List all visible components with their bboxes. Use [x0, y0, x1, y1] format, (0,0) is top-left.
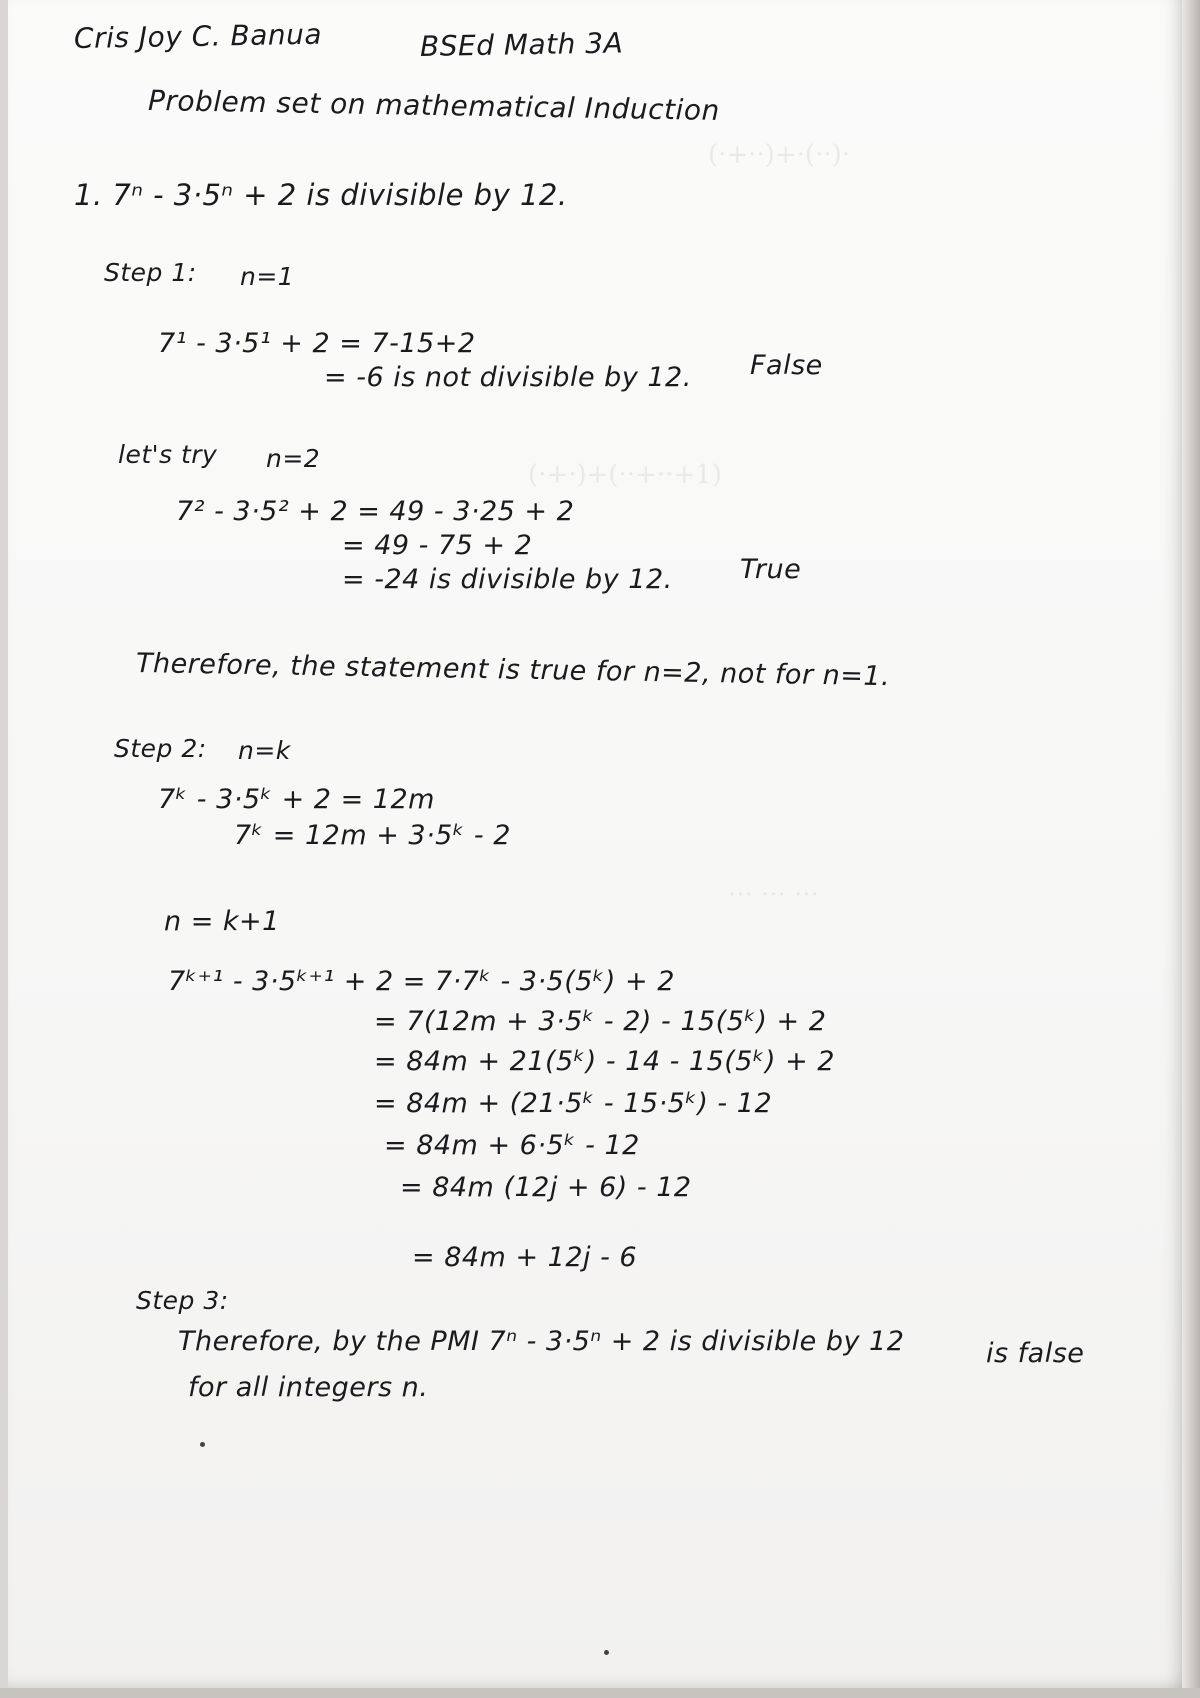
- page-title: Problem set on mathematical Induction: [147, 84, 721, 127]
- ink-dot: [604, 1650, 609, 1655]
- step1-condition: n=1: [240, 262, 295, 291]
- notebook-page: [8, 0, 1184, 1690]
- derivation-line: 7ᵏ⁺¹ - 3·5ᵏ⁺¹ + 2 = 7·7ᵏ - 3·5(5ᵏ) + 2: [168, 966, 675, 997]
- page-bottom-edge: [0, 1688, 1200, 1698]
- step1-line: = -24 is divisible by 12.: [342, 564, 673, 595]
- derivation-line: = 84m (12j + 6) - 12: [400, 1172, 692, 1203]
- step1-label: Step 1:: [104, 258, 197, 287]
- derivation-line: = 84m + 21(5ᵏ) - 14 - 15(5ᵏ) + 2: [374, 1046, 835, 1077]
- step1-conclusion: Therefore, the statement is true for n=2, not for n=1.: [135, 648, 891, 693]
- problem-statement: 1. 7ⁿ - 3·5ⁿ + 2 is divisible by 12.: [74, 178, 568, 212]
- inductive-hypothesis: 7ᵏ - 3·5ᵏ + 2 = 12m: [158, 784, 435, 815]
- step1-line: = 49 - 75 + 2: [342, 530, 533, 561]
- step1-line: = -6 is not divisible by 12.: [324, 362, 692, 393]
- step3-conclusion-tail: is false: [986, 1338, 1085, 1369]
- step1-line: 7² - 3·5² + 2 = 49 - 3·25 + 2: [176, 496, 575, 527]
- verdict-false: False: [750, 350, 823, 381]
- derivation-line: = 84m + (21·5ᵏ - 15·5ᵏ) - 12: [374, 1088, 773, 1119]
- page-edge-shadow: [1182, 0, 1200, 1698]
- step1-line: 7¹ - 3·5¹ + 2 = 7-15+2: [158, 328, 476, 359]
- ink-dot: [200, 1442, 205, 1447]
- next-condition: n = k+1: [164, 906, 280, 937]
- derivation-line: = 84m + 6·5ᵏ - 12: [384, 1130, 640, 1161]
- step2-label: Step 2:: [114, 734, 207, 763]
- try-condition: n=2: [266, 444, 321, 473]
- step3-conclusion: for all integers n.: [188, 1372, 429, 1403]
- bleed-through-text: (·+··)+·(··)·: [708, 140, 850, 170]
- inductive-hypothesis: 7ᵏ = 12m + 3·5ᵏ - 2: [234, 820, 511, 851]
- try-label: let's try: [118, 440, 218, 469]
- bleed-through-text: ··· ··· ···: [728, 880, 819, 910]
- step3-conclusion: Therefore, by the PMI 7ⁿ - 3·5ⁿ + 2 is divisible by 12: [178, 1326, 905, 1357]
- step2-condition: n=k: [238, 736, 291, 765]
- bleed-through-text: (·+·)+(··+··+1): [528, 460, 722, 490]
- student-name: Cris Joy C. Banua: [73, 17, 323, 55]
- step3-label: Step 3:: [136, 1286, 229, 1315]
- derivation-line: = 84m + 12j - 6: [412, 1242, 638, 1273]
- derivation-line: = 7(12m + 3·5ᵏ - 2) - 15(5ᵏ) + 2: [374, 1006, 827, 1037]
- course-section: BSEd Math 3A: [419, 26, 624, 63]
- verdict-true: True: [740, 554, 802, 585]
